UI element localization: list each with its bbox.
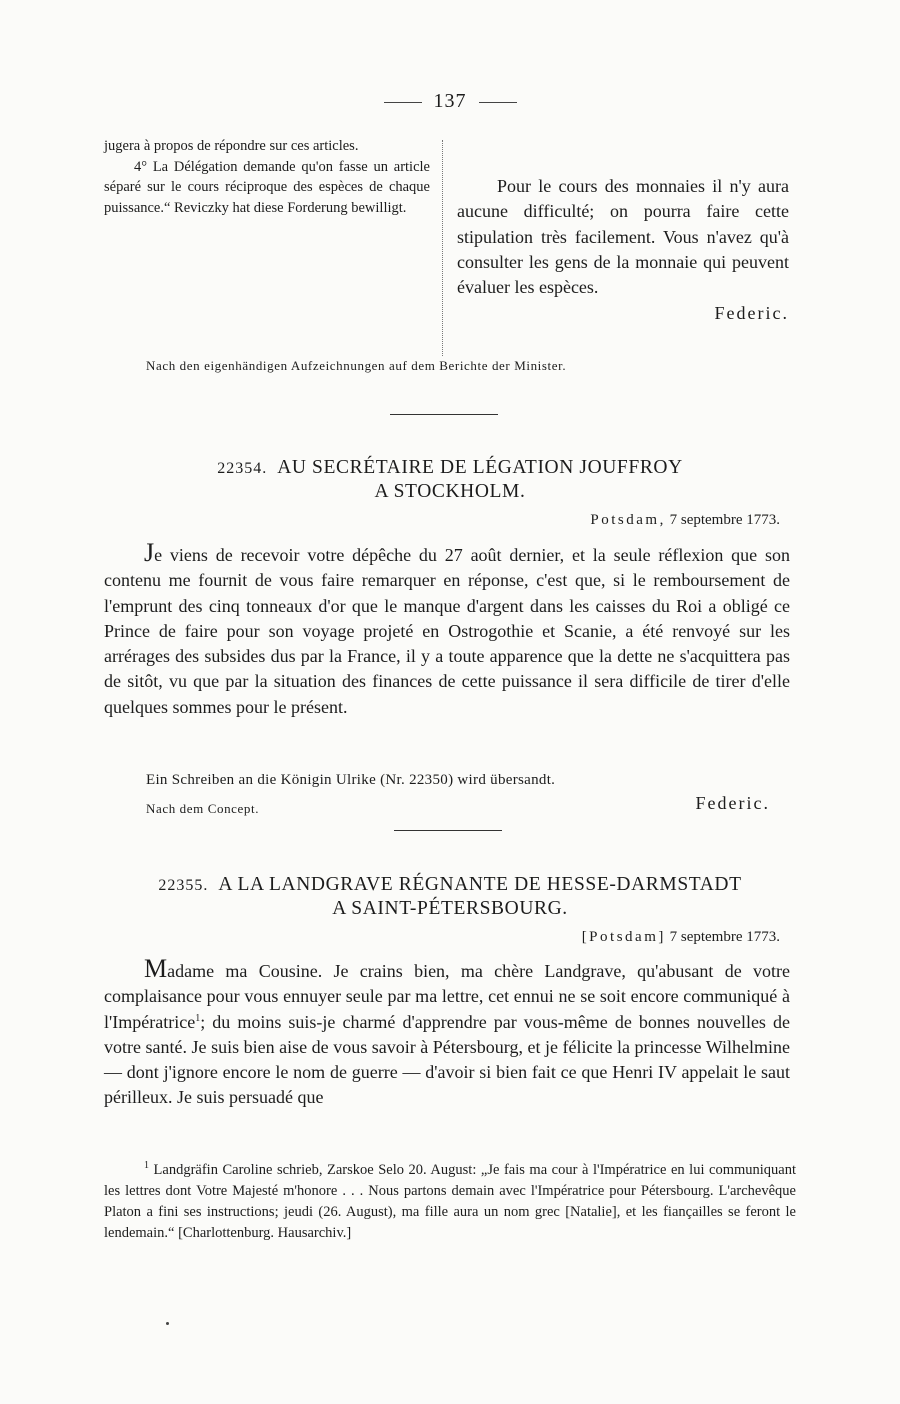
letter-1-place: Potsdam,: [590, 512, 666, 528]
letter-2-body: [104, 956, 790, 1111]
letter-1-heading-line-1: [104, 456, 796, 480]
letter-2-dropcap: M: [144, 954, 168, 983]
letter-1-heading: [104, 456, 796, 503]
letter-2-date: 7 septembre 1773.: [669, 929, 780, 945]
letter-2-title: A LA LANDGRAVE RÉGNANTE DE HESSE-DARMSTADT: [218, 874, 742, 895]
stray-dot-mark: [166, 1322, 169, 1325]
letter-1-dateline: [590, 512, 780, 529]
letter-1-body-text: e viens de recevoir votre dépêche du 27 août dernier, et la seule réflexion que son contenu me fournit de vous faire remarquer en réponse, c'est que, si le remboursement de l'emprunt des cinq tonneaux d'or que le manque d'argent dans les caisses du Roi a obligé ce Prince de faire pour son voyage projeté en Ostrogothie et Scanie, a été renvoyé sur les arrérages des subsides dus par la France, il y a toute apparence que la dette ne s'acquittera pas de sitôt, vu que par la situation des finances de cette puissance il sera difficile de tirer d'elle quelques sommes pour le présent.: [104, 545, 790, 717]
page-number: [0, 90, 900, 113]
left-column-paragraph-1: jugera à propos de répondre sur ces articles.: [104, 138, 359, 154]
column-divider: [442, 140, 443, 356]
header-dash-left: [384, 102, 422, 103]
letter-1-number: 22354.: [217, 460, 268, 477]
footnote-marker: 1: [144, 1160, 149, 1172]
right-column-paragraph: Pour le cours des monnaies il n'y aura aucune difficulté; on pourra faire cette stipulation très facilement. Vous n'avez qu'à consulter les gens de la monnaie qui peuvent évaluer les espèces.: [457, 176, 789, 298]
letter-2-heading-line-1: [104, 873, 796, 897]
letter-1-date: 7 septembre 1773.: [669, 512, 780, 528]
separator-rule-1: [390, 414, 498, 415]
letter-2-body-text-1: adame ma Cousine. Je crains bien, ma chère Landgrave, qu'abusant de votre complaisance pour vous ennuyer seule par ma lettre, cet ennui ne se soit encore communiqué à l'Impératrice: [104, 961, 790, 1032]
letter-1-note: Ein Schreiben an die Königin Ulrike (Nr. 22350) wird übersandt.: [146, 772, 556, 788]
letter-1-title: AU SECRÉTAIRE DE LÉGATION JOUFFROY: [277, 457, 683, 478]
footnote-text: Landgräfin Caroline schrieb, Zarskoe Selo 20. August: „Je fais ma cour à l'Impératrice en lui communiquant les lettres dont Votre Majesté m'honore . . . Nous partons demain avec l'Impératrice pour Pétersbourg. L'archevêque Platon a fini ses instructions; jeudi (26. August), ma fille aura un nom grec [Natalie], et les fiançailles se feront le lendemain.“ [Charlottenburg. Hausarchiv.]: [104, 1162, 796, 1241]
letter-2-number: 22355.: [158, 877, 209, 894]
footnote-paragraph: [104, 1160, 796, 1244]
separator-rule-2: [394, 830, 502, 831]
letter-2-heading: [104, 873, 796, 920]
page-number-text: 137: [433, 90, 467, 112]
letter-1-source: Nach dem Concept.: [146, 801, 260, 816]
letter-1-signature: Federic.: [695, 793, 770, 813]
letter-1-dropcap: J: [144, 538, 155, 567]
letter-2-body-text-2: ; du moins suis-je charmé d'apprendre par vous-même de bonnes nouvelles de votre santé. Je suis bien aise de vous savoir à Pétersbourg, et je félicite la princesse Wilhelmine — dont j'ignore encore le nom de guerre — d'avoir si bien fait ce que Henri IV appelait le saut périlleux. Je suis persuadé que: [104, 1011, 790, 1108]
letter-1-heading-line-2: A STOCKHOLM.: [374, 481, 526, 502]
letter-2-dateline: [582, 929, 780, 946]
letter-1-paragraph: [104, 540, 790, 720]
footnote-reference: 1: [195, 1012, 201, 1024]
left-column-text: [104, 136, 430, 218]
header-dash-right: [479, 102, 517, 103]
right-column-signature: Federic.: [714, 303, 789, 324]
letter-1-body: [104, 540, 790, 720]
left-column-paragraph-2: 4° La Délégation demande qu'on fasse un article séparé sur le cours réciproque des espèces de chaque puissance.“ Reviczky hat diese Forderung bewilligt.: [104, 158, 430, 216]
source-note-1: Nach den eigenhändigen Aufzeichnungen auf dem Berichte der Minister.: [146, 358, 567, 373]
letter-2-paragraph: [104, 956, 790, 1111]
footnote: [104, 1160, 796, 1244]
letter-2-heading-line-2: A SAINT-PÉTERSBOURG.: [332, 898, 568, 919]
right-column-text: [457, 174, 789, 327]
letter-2-place: [Potsdam]: [581, 929, 666, 945]
